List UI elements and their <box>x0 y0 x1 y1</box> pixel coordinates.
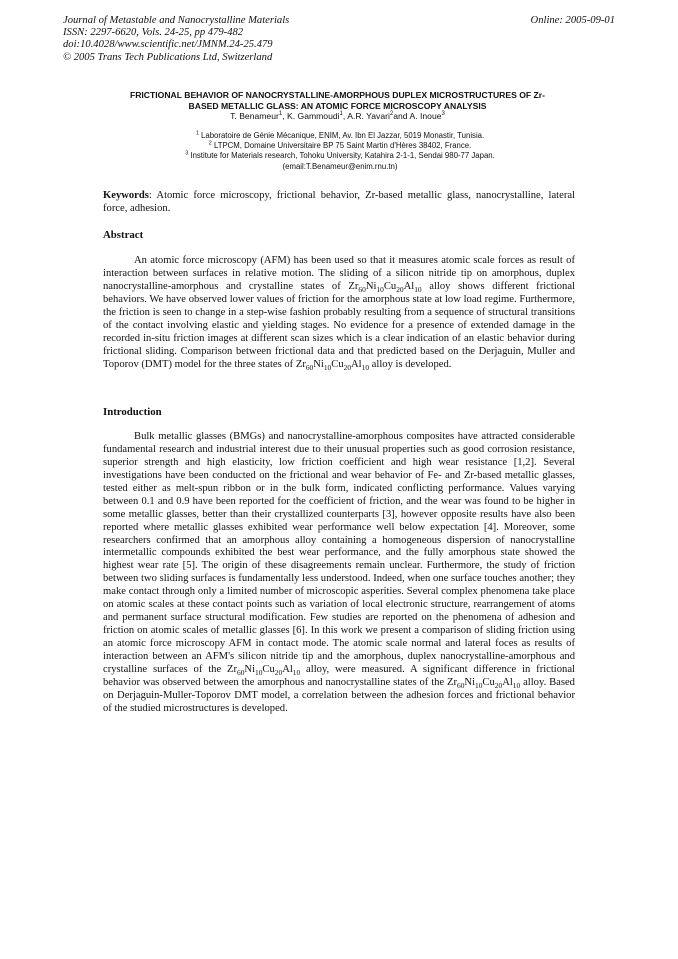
affiliation-number: 2 <box>208 140 212 147</box>
journal-doi: doi:10.4028/www.scientific.net/JMNM.24-25.479 <box>63 39 273 51</box>
keywords <box>103 189 575 215</box>
alloy-formula: $Zr_{60}Ni_{10}Cu_{20}Al_{10}$ <box>295 359 370 373</box>
alloy-formula: $Zr_{60}Ni_{10}Cu_{20}Al_{10}$ <box>348 281 422 295</box>
author-affil-mark: 1 <box>278 111 283 118</box>
abstract-text: An atomic force microscopy (AFM) has been used so that it measures atomic scale forces as result of interaction between surfaces in relative motion. The sliding of a silicon nitride tip on amorphous, duplex nanocrystalline-amorphous and crystalline states of <box>103 255 575 293</box>
paper-title <box>95 90 580 111</box>
affiliation <box>120 131 560 141</box>
introduction-text: Bulk metallic glasses (BMGs) and nanocrystalline-amorphous composites have attracted considerable fundamental research and industrial interest due to their unusual properties such as good corrosion resistance, superior strength and high elasticity, low friction coefficient and high wear resistance [1,2]. Several investigations have been conducted on the frictional and wear behavior of Fe- and Zr-based metallic glasses, tested either as melt-spun ribbon or in the bulk form, indicated conflicting performance. Values varying between 0.1 and 0.9 have been reported for the coefficient of friction, and the wear was found to be higher in some metallic glasses, better than their crystallized counterparts [3], however opposite results have also been reported where metallic glasses exhibited wear performance well below expectation [4]. Moreover, some researchers confirmed that an amorphous alloy containing a homogeneous dispersion of nanocrystalline intermetallic compounds exhibited the best wear performance, and the fully amorphous state showed the highest wear rate [5]. The origin of these disagreements remain unclear. Furthermore, the study of friction between two sliding surfaces is fundamentally less understood. Indeed, when one surface touches another; they make contact through only a limited number of microscopic asperities. Several complex phenomena take place on atomic scales at these contact points such as variation of local electronic structure, rearrangement of atoms and permanent surface structural modification. Few studies are reported on the phenomena of adhesion and friction on atomic scales of metallic glasses [6]. In this work we present a comparison of sliding friction using an atomic force microscopy AFM in contact mode. The atomic scale normal and lateral foces as results of interaction between an AFM's silicon nitride tip and the amorphous, duplex nanocrystalline-amorphous and crystalline surfaces of the <box>103 431 575 675</box>
author-affil-mark: 3 <box>441 111 445 118</box>
journal-header <box>63 15 615 64</box>
affiliation <box>120 151 560 161</box>
paper-title-line: BASED METALLIC GLASS: AN ATOMIC FORCE MICROSCOPY ANALYSIS <box>188 100 487 111</box>
affiliation-number: 1 <box>195 130 199 137</box>
introduction-body <box>103 431 575 716</box>
journal-name: Journal of Metastable and Nanocrystalline Materials <box>63 15 290 26</box>
abstract-heading: Abstract <box>103 229 144 241</box>
alloy-formula: $Zr_{60}Ni_{10}Cu_{20}Al_{10}$ <box>447 676 521 690</box>
keywords-label: Keywords <box>103 190 149 201</box>
author-name: A.R. Yavari <box>347 111 390 121</box>
contact-email: (email:T.Benameur@enim.rnu.tn) <box>282 161 398 171</box>
online-date: Online: 2005-09-01 <box>530 15 615 26</box>
affiliation-text: Institute for Materials research, Tohoku University, Katahira 2-1-1, Sendai 980-77 Japan. <box>190 151 495 161</box>
introduction-heading: Introduction <box>103 406 162 418</box>
author-name: T. Benameur <box>230 111 279 121</box>
abstract-text: alloy shows different frictional behaviors. We have observed lower values of friction for the amorphous state at low load regime. Furthermore, the friction is seen to change in a step-wise fashion probably resulting from a sequence of structural transitions of the contact involving elastic and yielding stages. No evidence for a presence of extended damage in the recorded in-situ friction images at different scan sizes which is a clear indication of an elastic behavior during frictional sliding. Comparison between frictional data and that predicted based on the Derjaguin, Muller and Toporov (DMT) model for the three states of <box>103 281 576 371</box>
affiliation-number: 3 <box>185 150 189 157</box>
introduction-text: alloy. Based on Derjaguin-Muller-Toporov DMT model, a correlation between the adhesion forces and frictional behavior of the studied microstructures is developed. <box>103 676 575 714</box>
introduction-text: alloy, were measured. A significant difference in frictional behavior was observed between the amorphous and nanocrystalline states of the <box>103 663 575 688</box>
alloy-formula: $Zr_{60}Ni_{10}Cu_{20}Al_{10}$ <box>227 663 301 677</box>
journal-copyright: © 2005 Trans Tech Publications Ltd, Switzerland <box>63 51 273 63</box>
affiliation-text: Laboratoire de Génie Mécanique, ENIM, Av. Ibn El Jazzar, 5019 Monastir, Tunisia. <box>201 131 485 140</box>
author-name: K. Gammoudi <box>287 111 340 121</box>
paper-title-line: FRICTIONAL BEHAVIOR OF NANOCRYSTALLINE-AMORPHOUS DUPLEX MICROSTRUCTURES OF Zr- <box>129 90 546 100</box>
author-name: and A. Inoue <box>393 111 442 121</box>
author-affil-mark: 1 <box>339 111 343 118</box>
affiliations <box>120 131 560 172</box>
abstract-text: alloy is developed. <box>369 359 452 371</box>
keywords-text: : Atomic force microscopy, frictional behavior, Zr-based metallic glass, nanocrystalline, lateral force, adhesion. <box>103 190 575 215</box>
abstract-body <box>103 254 575 371</box>
affiliation-text: LTPCM, Domaine Universitaire BP 75 Saint Martin d'Hères 38402, France. <box>213 141 472 151</box>
author-affil-mark: 2 <box>389 111 394 118</box>
journal-issn: ISSN: 2297-6620, Vols. 24-25, pp 479-482 <box>63 27 244 39</box>
author-list: T. Benameur$^1$, K. Gammoudi$^1$, A.R. Yavari$^2$and A. Inoue$^3$ <box>230 111 445 121</box>
